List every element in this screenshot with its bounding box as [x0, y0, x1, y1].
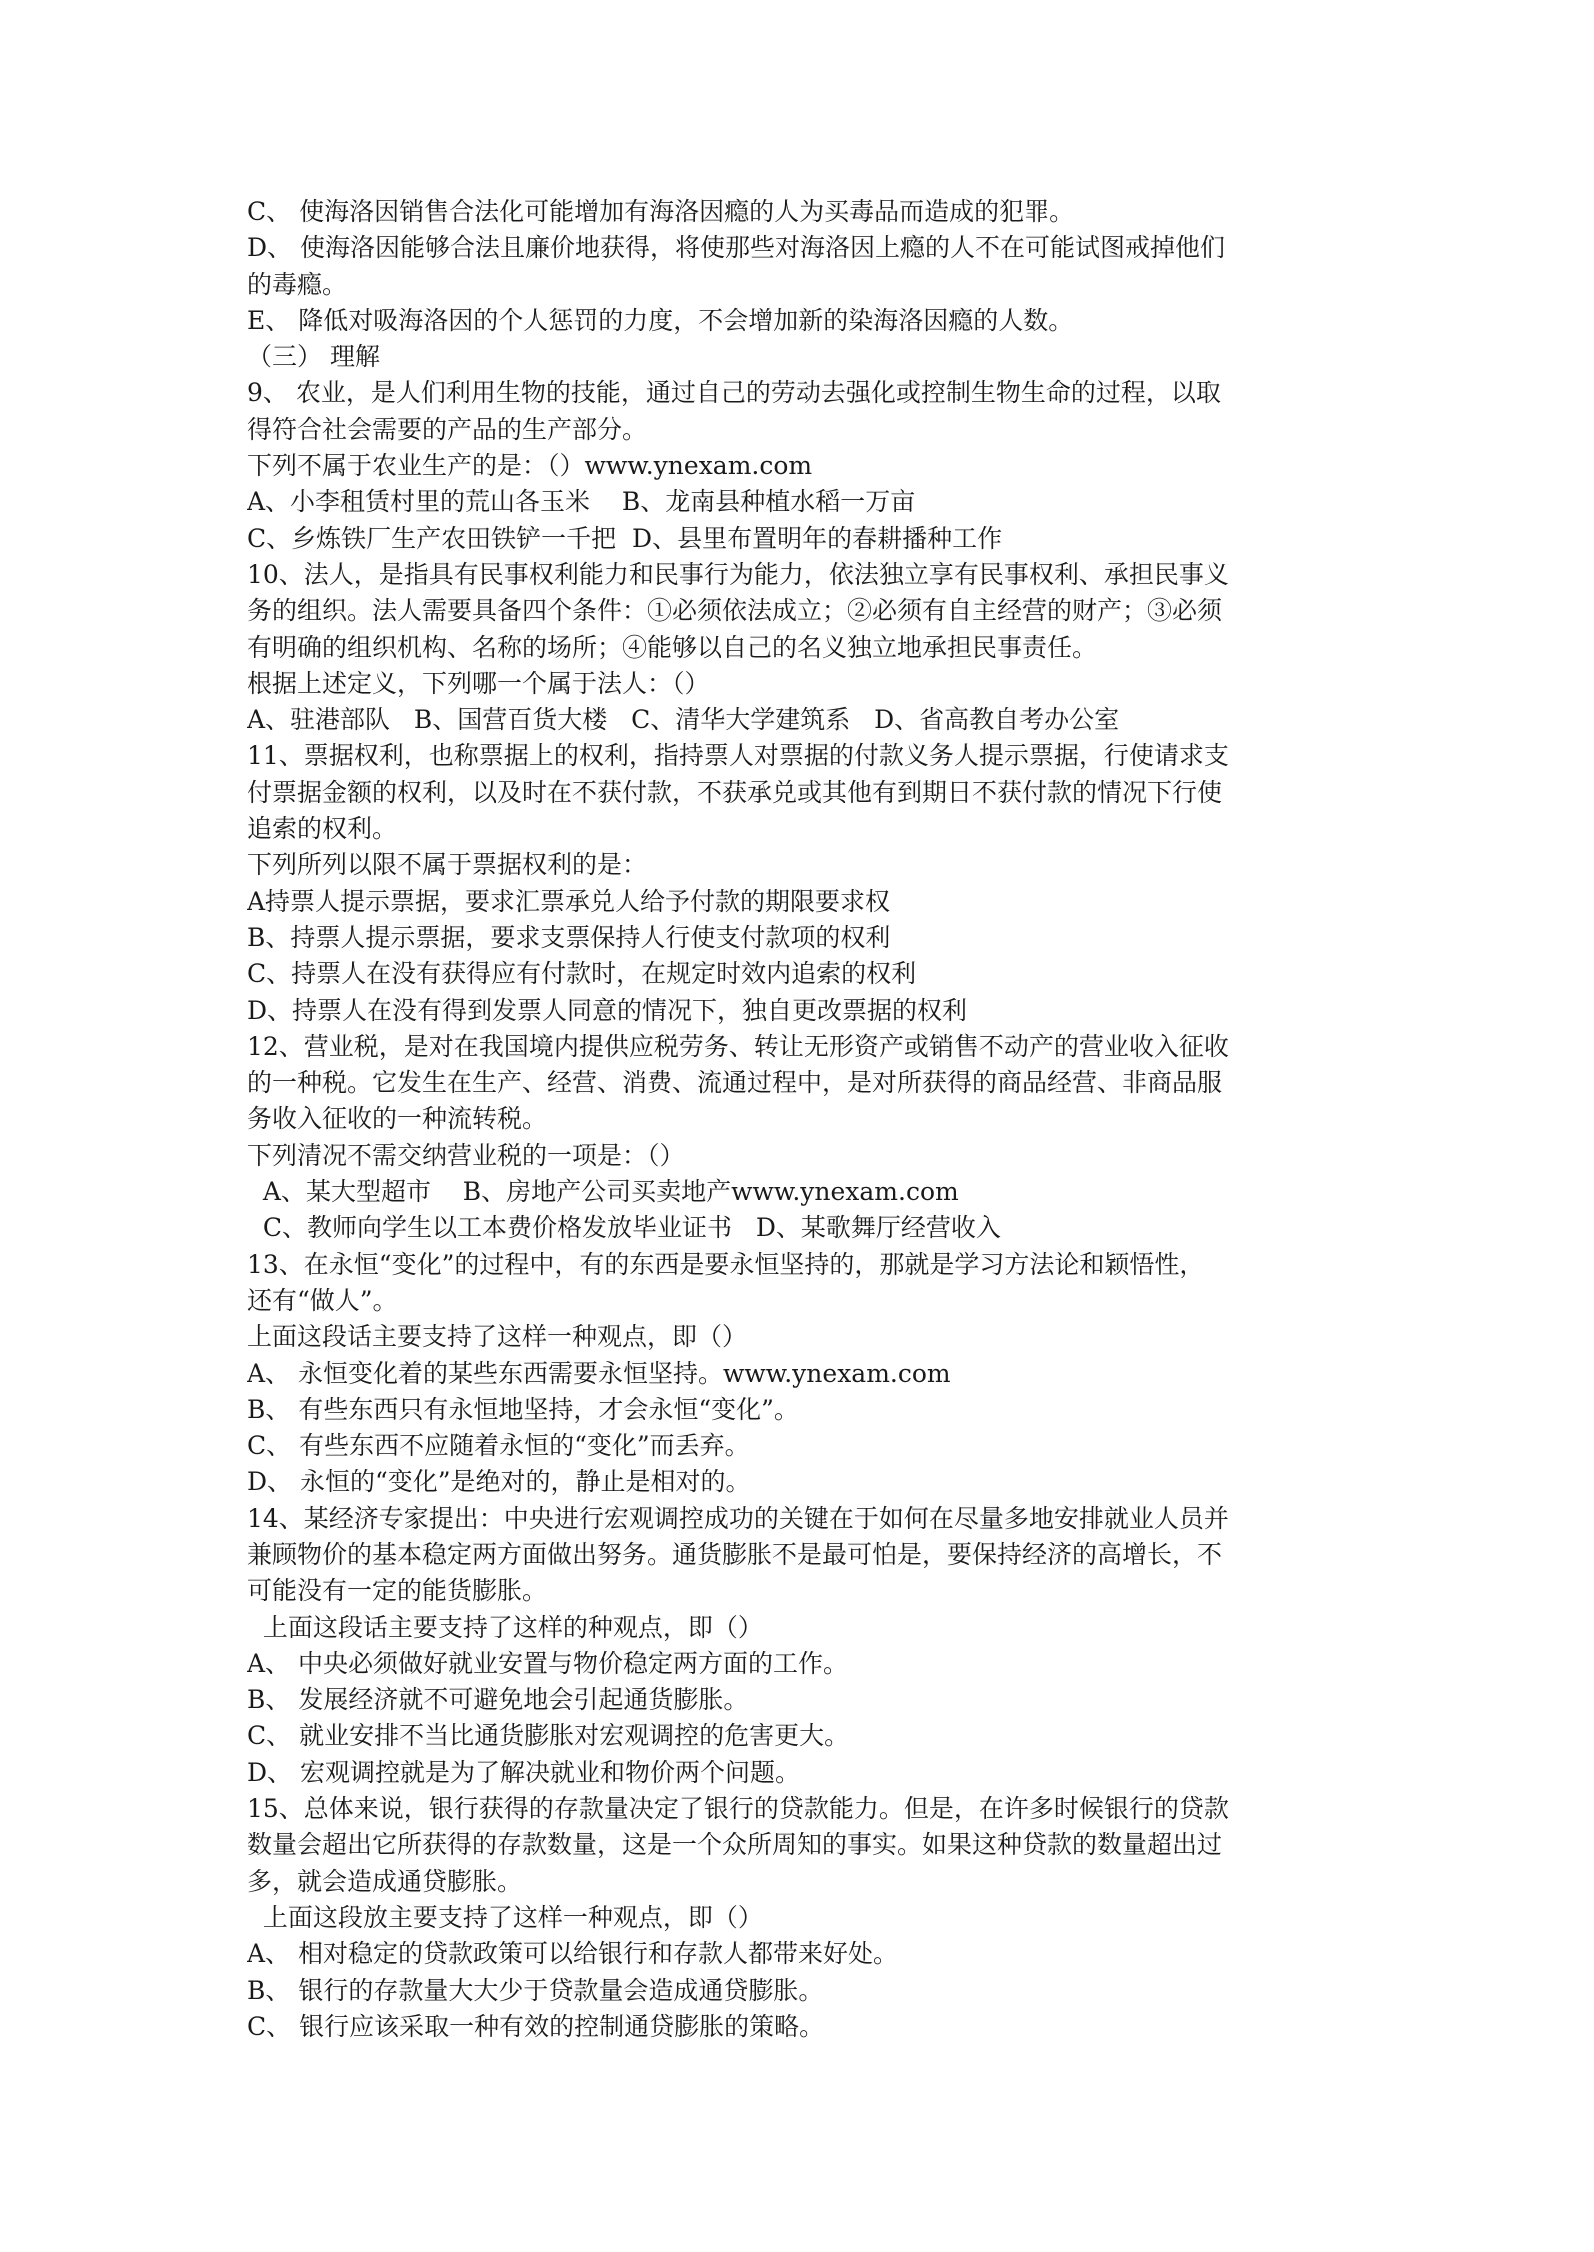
- answer-option: B、持票人提示票据，要求支票保持人行使支付款项的权利: [247, 922, 891, 952]
- question-prompt: 下列不属于农业生产的是：（）www.ynexam.com: [247, 451, 813, 481]
- text-line: C、 使海洛因销售合法化可能增加有海洛因瘾的人为买毒品而造成的犯罪。: [247, 197, 1075, 226]
- text-line: 得符合社会需要的产品的生产部分。: [247, 414, 648, 444]
- question-prompt: 下列清况不需交纳营业税的一项是：（）: [247, 1140, 685, 1170]
- question-13-text: 13、在永恒“变化”的过程中，有的东西是要永恒坚持的，那就是学习方法论和颖悟性，: [247, 1249, 1205, 1279]
- text-line: D、 使海洛因能够合法且廉价地获得，将使那些对海洛因上瘾的人不在可能试图戒掉他们: [247, 233, 1225, 263]
- text-line: 有明确的组织机构、名称的场所；④能够以自己的名义独立地承担民事责任。: [247, 632, 1098, 662]
- question-11-text: 11、票据权利，也称票据上的权利，指持票人对票据的付款义务人提示票据，行使请求支: [247, 741, 1229, 771]
- question-prompt: 根据上述定义，下列哪一个属于法人：（）: [247, 668, 710, 698]
- answer-option: B、 银行的存款量大大少于贷款量会造成通贷膨胀。: [247, 1975, 824, 2005]
- answer-option: D、 宏观调控就是为了解决就业和物价两个问题。: [247, 1757, 800, 1787]
- text-line: 追索的权利。: [247, 814, 398, 844]
- answer-option: B、 有些东西只有永恒地坚持，才会永恒“变化”。: [247, 1394, 799, 1424]
- text-line: 的毒瘾。: [247, 269, 348, 299]
- answer-option: C、 有些东西不应随着永恒的“变化”而丢弃。: [247, 1431, 750, 1461]
- text-line: 付票据金额的权利，以及时在不获付款，不获承兑或其他有到期日不获付款的情况下行使: [247, 777, 1223, 807]
- text-line: 可能没有一定的能货膨胀。: [247, 1576, 548, 1606]
- text-line: 数量会超出它所获得的存款数量，这是一个众所周知的事实。如果这种贷款的数量超出过: [247, 1830, 1223, 1860]
- question-prompt: 上面这段话主要支持了这样一种观点，即（）: [247, 1322, 748, 1352]
- text-line: 多，就会造成通贷膨胀。: [247, 1866, 523, 1896]
- question-prompt: 下列所列以限不属于票据权利的是：: [247, 850, 648, 880]
- text-line: 的一种税。它发生在生产、经营、消费、流通过程中，是对所获得的商品经营、非商品服: [247, 1068, 1223, 1098]
- text-line: 兼顾物价的基本稳定两方面做出努务。通货膨胀不是最可怕是，要保持经济的高增长，不: [247, 1539, 1223, 1569]
- question-prompt: 上面这段话主要支持了这样的种观点，即（）: [247, 1612, 763, 1642]
- document-body: [247, 194, 1357, 2045]
- answer-options: C、教师向学生以工本费价格发放毕业证书 D、某歌舞厅经营收入: [247, 1213, 1001, 1243]
- answer-option: A、 相对稳定的贷款政策可以给银行和存款人都带来好处。: [247, 1939, 899, 1969]
- text-line: 务收入征收的一种流转税。: [247, 1104, 548, 1134]
- question-prompt: 上面这段放主要支持了这样一种观点，即（）: [247, 1902, 763, 1932]
- question-10-text: 10、法人，是指具有民事权利能力和民事行为能力，依法独立享有民事权利、承担民事义: [247, 559, 1229, 589]
- question-15-text: 15、总体来说，银行获得的存款量决定了银行的贷款能力。但是，在许多时候银行的贷款: [247, 1794, 1229, 1824]
- text-line: 务的组织。法人需要具备四个条件：①必须依法成立；②必须有自主经营的财产；③必须: [247, 596, 1223, 626]
- question-12-text: 12、营业税，是对在我国境内提供应税劳务、转让无形资产或销售不动产的营业收入征收: [247, 1031, 1229, 1061]
- answer-option: A、 中央必须做好就业安置与物价稳定两方面的工作。: [247, 1648, 849, 1678]
- section-heading: （三） 理解: [247, 342, 380, 372]
- answer-option: A、 永恒变化着的某些东西需要永恒坚持。www.ynexam.com: [247, 1358, 951, 1388]
- answer-option: A持票人提示票据，要求汇票承兑人给予付款的期限要求权: [247, 886, 891, 916]
- answer-option: C、 就业安排不当比通货膨胀对宏观调控的危害更大。: [247, 1721, 850, 1751]
- answer-option: C、 银行应该采取一种有效的控制通贷膨胀的策略。: [247, 2011, 825, 2041]
- text-line: E、 降低对吸海洛因的个人惩罚的力度，不会增加新的染海洛因瘾的人数。: [247, 305, 1074, 335]
- answer-options: A、驻港部队 B、国营百货大楼 C、清华大学建筑系 D、省高教自考办公室: [247, 705, 1120, 735]
- answer-option: B、 发展经济就不可避免地会引起通货膨胀。: [247, 1685, 749, 1715]
- answer-option: C、持票人在没有获得应有付款时，在规定时效内追索的权利: [247, 959, 917, 989]
- answer-option: D、 永恒的“变化”是绝对的，静止是相对的。: [247, 1467, 751, 1497]
- text-line: 还有“做人”。: [247, 1285, 398, 1315]
- answer-options: A、小李租赁村里的荒山各玉米 B、龙南县种植水稻一万亩: [247, 487, 916, 517]
- question-14-text: 14、某经济专家提出：中央进行宏观调控成功的关键在于如何在尽量多地安排就业人员并: [247, 1503, 1229, 1533]
- question-9-text: 9、 农业，是人们利用生物的技能，通过自己的劳动去强化或控制生物生命的过程，以取: [247, 378, 1221, 408]
- answer-option: D、持票人在没有得到发票人同意的情况下，独自更改票据的权利: [247, 995, 968, 1025]
- answer-options: A、某大型超市 B、房地产公司买卖地产www.ynexam.com: [247, 1177, 959, 1207]
- answer-options: C、乡炼铁厂生产农田铁铲一千把 D、县里布置明年的春耕播种工作: [247, 523, 1003, 553]
